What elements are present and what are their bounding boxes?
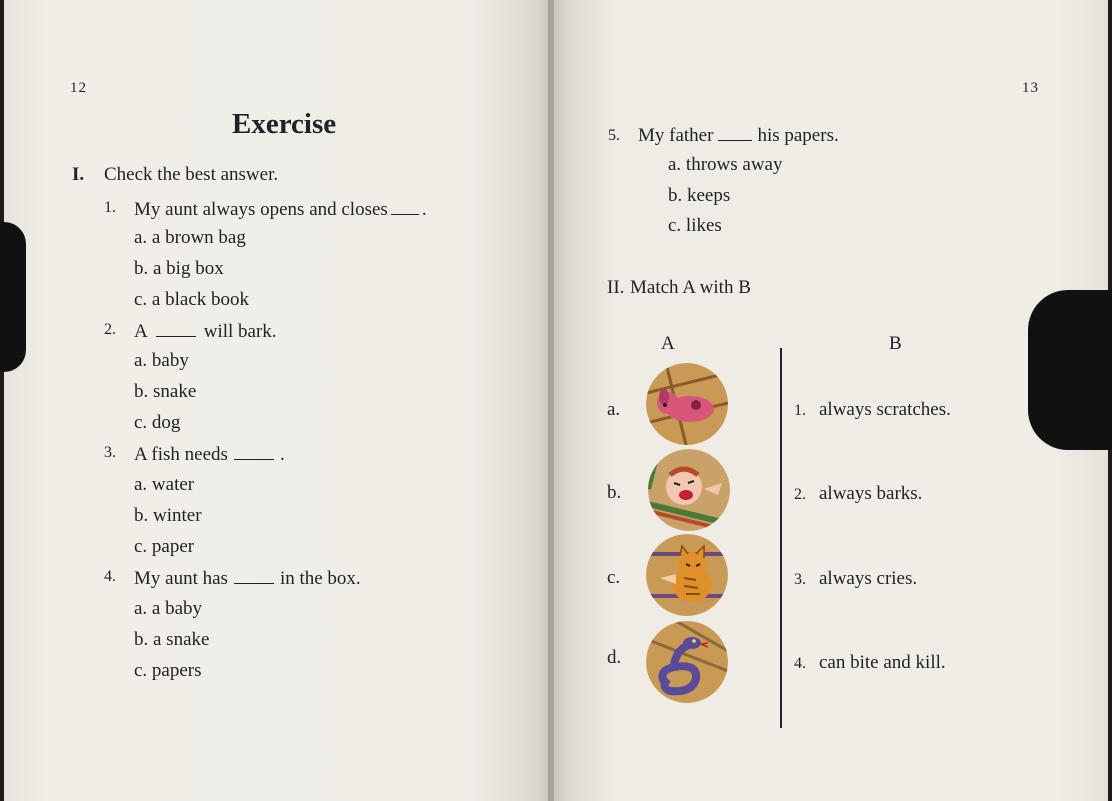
match-a-letter-c: c. xyxy=(607,567,621,588)
match-divider-line xyxy=(780,348,782,728)
question-4-number: 4. xyxy=(104,568,116,585)
match-b-text-1: always scratches. xyxy=(819,399,951,420)
question-3-option-c: c. paper xyxy=(134,536,195,557)
question-4-option-a: a. a baby xyxy=(134,598,203,619)
match-b-text-4: can bite and kill. xyxy=(819,652,946,673)
question-2-blank xyxy=(156,319,196,337)
question-4-blank xyxy=(234,566,274,584)
question-1-text: My aunt always opens and closes . xyxy=(134,197,427,221)
match-b-text-3: always cries. xyxy=(819,568,918,589)
question-1-option-b: b. a big box xyxy=(134,258,224,279)
question-4-option-b: b. a snake xyxy=(134,629,210,650)
match-b-text-2: always barks. xyxy=(819,483,923,504)
page-number-right: 13 xyxy=(1022,80,1039,96)
match-b-number-4: 4. xyxy=(794,655,806,672)
question-1-number: 1. xyxy=(104,199,116,216)
match-a-letter-a: a. xyxy=(607,399,621,420)
question-3-option-b: b. winter xyxy=(134,505,202,526)
snake-icon xyxy=(646,621,728,703)
question-1-option-a: a. a brown bag xyxy=(134,227,246,248)
baby-icon xyxy=(648,449,730,531)
question-5-option-a: a. throws away xyxy=(668,154,783,175)
question-1-option-c: c. a black book xyxy=(134,289,250,310)
left-thumb xyxy=(0,222,26,372)
section-1-number: I. xyxy=(72,164,85,185)
section-2-instruction: Match A with B xyxy=(630,277,751,298)
page-number-left: 12 xyxy=(70,80,87,96)
match-a-letter-d: d. xyxy=(607,647,622,668)
book-gutter xyxy=(548,0,554,801)
cat-icon xyxy=(646,534,728,616)
match-b-number-3: 3. xyxy=(794,571,806,588)
section-1-instruction: Check the best answer. xyxy=(104,164,279,185)
question-3-option-a: a. water xyxy=(134,474,195,495)
match-b-number-2: 2. xyxy=(794,486,806,503)
page-title: Exercise xyxy=(232,108,337,140)
question-5-text: My father his papers. xyxy=(638,123,839,147)
match-b-number-1: 1. xyxy=(794,402,806,419)
question-4-text: My aunt has in the box. xyxy=(134,566,361,590)
dog-icon xyxy=(646,363,728,445)
section-2-number: II. xyxy=(607,277,625,298)
question-2-number: 2. xyxy=(104,321,116,338)
question-5-blank xyxy=(718,123,752,141)
question-2-option-a: a. baby xyxy=(134,350,189,371)
question-2-option-b: b. snake xyxy=(134,381,197,402)
question-5-number: 5. xyxy=(608,127,620,144)
question-3-blank xyxy=(234,442,274,460)
question-3-text: A fish needs . xyxy=(134,442,285,466)
question-4-option-c: c. papers xyxy=(134,660,202,681)
right-thumb xyxy=(1028,290,1112,450)
column-b-header: B xyxy=(889,333,902,354)
question-2-text: A will bark. xyxy=(134,319,277,343)
question-1-blank xyxy=(391,197,419,215)
question-3-number: 3. xyxy=(104,444,116,461)
column-a-header: A xyxy=(661,333,675,354)
match-a-letter-b: b. xyxy=(607,482,622,503)
question-5-option-b: b. keeps xyxy=(668,185,731,206)
question-2-option-c: c. dog xyxy=(134,412,181,433)
question-5-option-c: c. likes xyxy=(668,215,722,236)
